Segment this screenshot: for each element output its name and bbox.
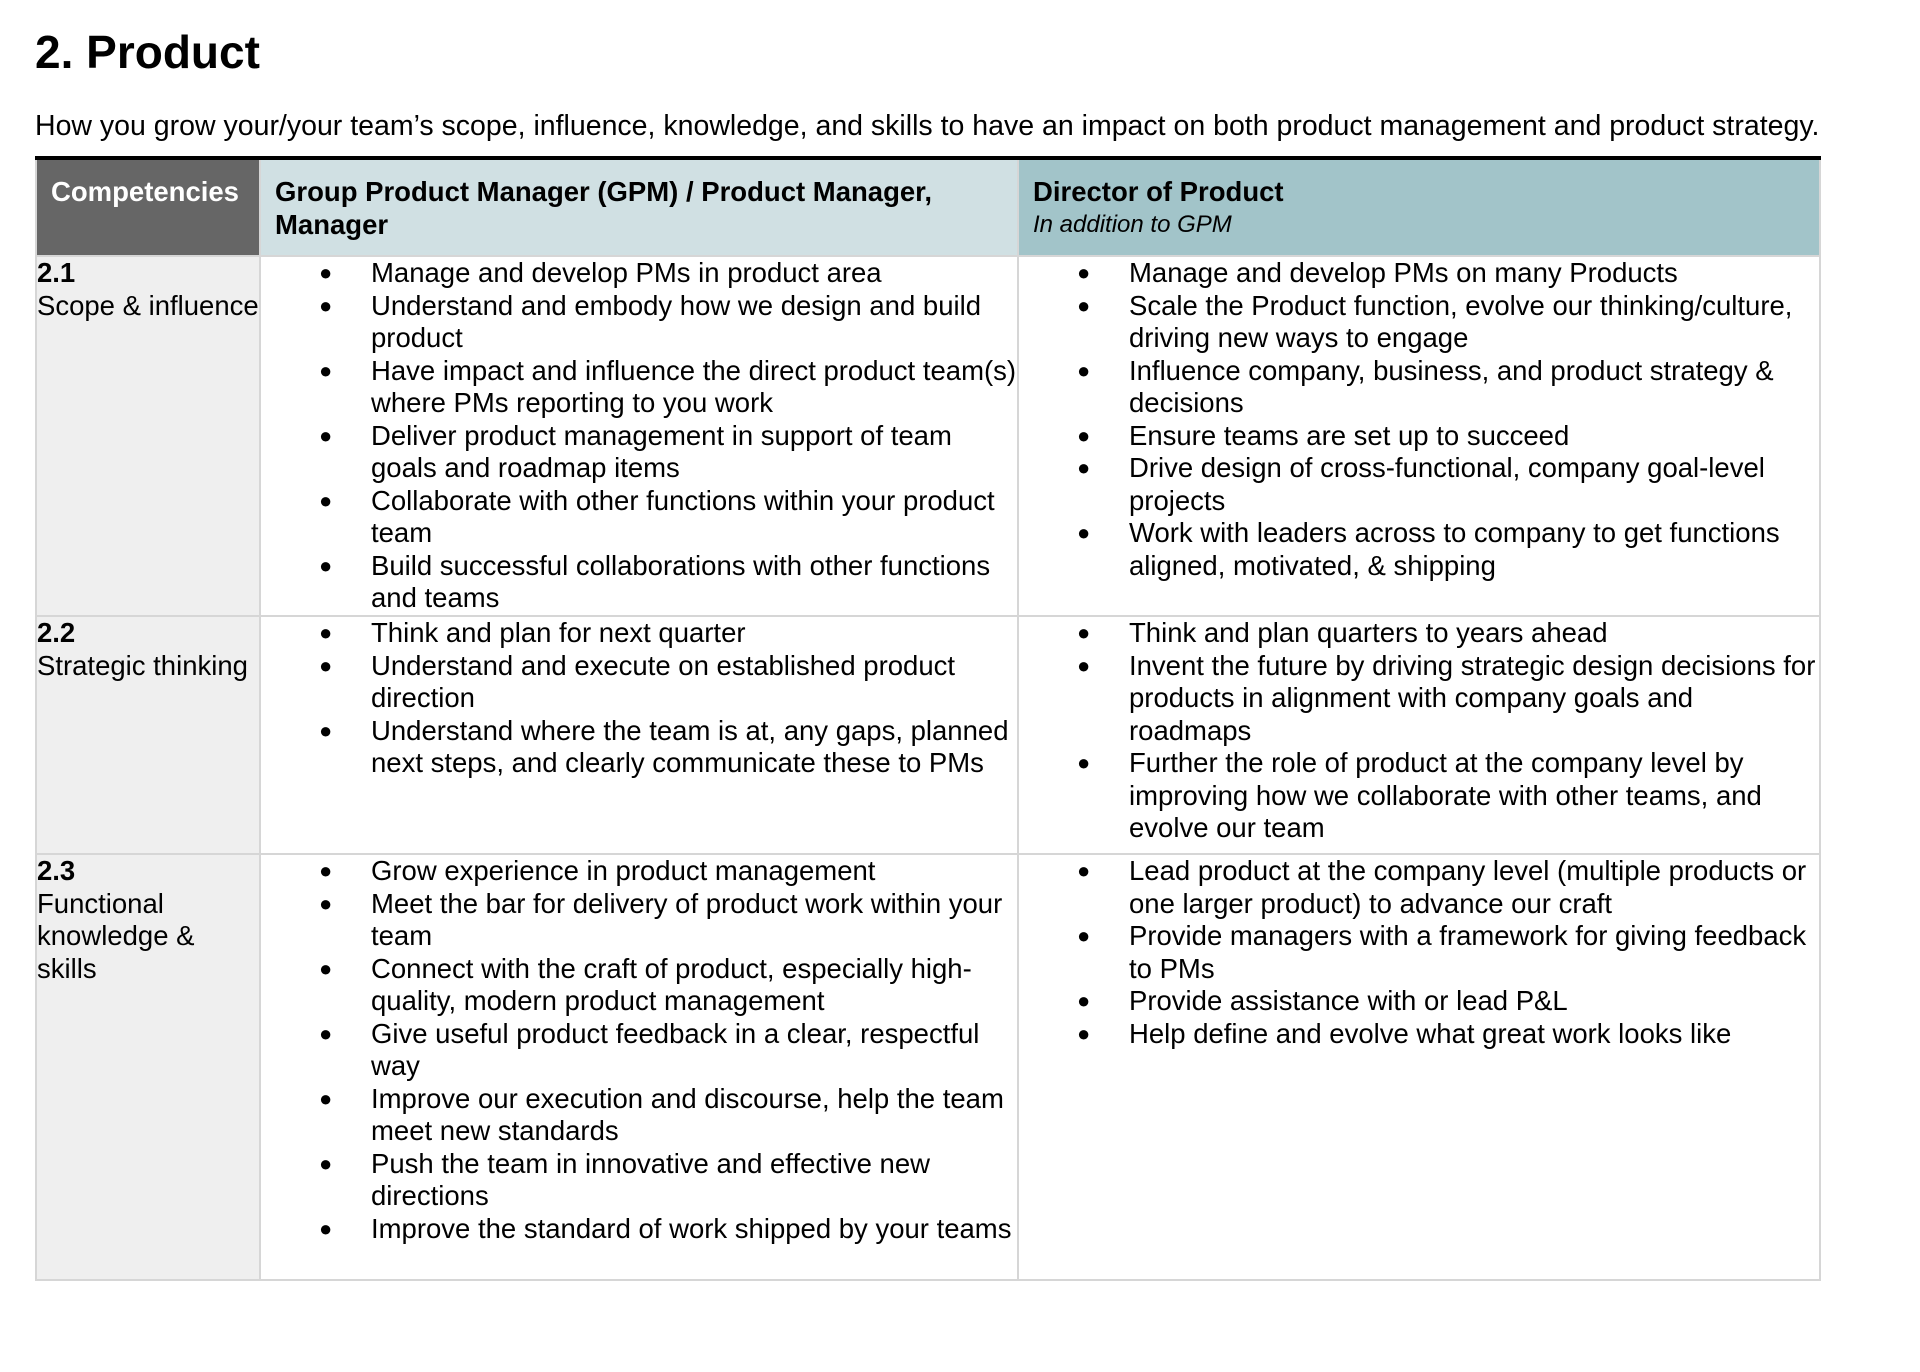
list-item-text: Meet the bar for delivery of product work within your team bbox=[371, 887, 1003, 951]
list-item-text: Think and plan quarters to years ahead bbox=[1129, 617, 1608, 648]
bullet-icon: ● bbox=[1077, 357, 1091, 383]
bullet-icon: ● bbox=[319, 858, 333, 883]
header-director-label: Director of Product bbox=[1033, 176, 1284, 207]
bullet-icon: ● bbox=[319, 1020, 333, 1046]
list-item-text: Manage and develop PMs in product area bbox=[371, 257, 882, 288]
competency-name: Strategic thinking bbox=[37, 649, 248, 681]
header-director-note: In addition to GPM bbox=[1033, 210, 1232, 238]
list-item bbox=[261, 953, 1017, 1018]
director-cell bbox=[1018, 256, 1820, 616]
bullet-icon: ● bbox=[1077, 652, 1091, 678]
competency-number: 2.1 bbox=[37, 257, 76, 288]
list-item bbox=[261, 420, 1017, 485]
list-item bbox=[1019, 257, 1819, 290]
list-item bbox=[261, 1148, 1017, 1213]
list-item-text: Connect with the craft of product, especially high-quality, modern product management bbox=[371, 952, 972, 1016]
list-item-text: Drive design of cross-functional, company goal-level projects bbox=[1129, 452, 1765, 516]
table-body bbox=[36, 256, 1820, 1280]
list-item bbox=[1019, 747, 1819, 845]
list-item-text: Further the role of product at the company level by improving how we collaborate with other teams, and evolve our team bbox=[1129, 747, 1762, 843]
list-item-text: Scale the Product function, evolve our thinking/culture, driving new ways to engage bbox=[1129, 289, 1793, 353]
bullet-icon: ● bbox=[1077, 260, 1091, 285]
list-item-text: Ensure teams are set up to succeed bbox=[1129, 419, 1570, 451]
list-item bbox=[1019, 452, 1819, 517]
list-item bbox=[1019, 650, 1819, 748]
list-item-text: Improve our execution and discourse, help the team meet new standards bbox=[371, 1082, 1004, 1146]
list-item-text: Give useful product feedback in a clear, respectful way bbox=[371, 1017, 980, 1081]
director-list bbox=[1019, 617, 1819, 845]
list-item-text: Understand and embody how we design and build product bbox=[371, 289, 981, 353]
bullet-icon: ● bbox=[1077, 750, 1091, 775]
section-title: 2. Product bbox=[35, 26, 260, 78]
list-item-text: Invent the future by driving strategic design decisions for products in alignment with company goals and roadmaps bbox=[1129, 649, 1816, 746]
gpm-cell bbox=[260, 616, 1018, 854]
gpm-cell bbox=[260, 854, 1018, 1280]
list-item-text: Collaborate with other functions within your product team bbox=[371, 484, 995, 548]
list-item bbox=[1019, 920, 1819, 985]
list-item bbox=[261, 650, 1017, 715]
gpm-list bbox=[261, 257, 1017, 615]
bullet-icon: ● bbox=[319, 652, 333, 678]
list-item-text: Have impact and influence the direct product team(s) where PMs reporting to you work bbox=[371, 354, 1017, 418]
bullet-icon: ● bbox=[319, 487, 333, 513]
competency-number: 2.2 bbox=[37, 617, 76, 648]
list-item-text: Provide managers with a framework for giving feedback to PMs bbox=[1129, 920, 1807, 984]
list-item bbox=[261, 1213, 1017, 1246]
competency-cell bbox=[36, 616, 260, 854]
list-item bbox=[261, 550, 1017, 615]
bullet-icon: ● bbox=[319, 260, 333, 285]
list-item-text: Provide assistance with or lead P&L bbox=[1129, 985, 1568, 1016]
gpm-list bbox=[261, 855, 1017, 1245]
list-item bbox=[261, 355, 1017, 420]
table-header-row bbox=[36, 158, 1820, 256]
list-item bbox=[261, 290, 1017, 355]
director-cell bbox=[1018, 616, 1820, 854]
bullet-icon: ● bbox=[319, 890, 333, 916]
list-item bbox=[1019, 517, 1819, 582]
list-item bbox=[261, 257, 1017, 290]
header-gpm bbox=[260, 158, 1018, 256]
list-item bbox=[261, 715, 1017, 780]
bullet-icon: ● bbox=[319, 620, 333, 645]
list-item bbox=[1019, 617, 1819, 650]
bullet-icon: ● bbox=[1077, 455, 1091, 480]
list-item-text: Manage and develop PMs on many Products bbox=[1129, 257, 1678, 288]
bullet-icon: ● bbox=[319, 955, 333, 981]
bullet-icon: ● bbox=[1077, 292, 1091, 318]
list-item-text: Deliver product management in support of team goals and roadmap items bbox=[371, 419, 952, 483]
bullet-icon: ● bbox=[1077, 620, 1091, 645]
table-row bbox=[36, 854, 1820, 1280]
competency-cell bbox=[36, 854, 260, 1280]
list-item-text: Build successful collaborations with other functions and teams bbox=[371, 549, 991, 613]
list-item-text: Improve the standard of work shipped by your teams bbox=[371, 1212, 1012, 1244]
bullet-icon: ● bbox=[1077, 923, 1091, 948]
bullet-icon: ● bbox=[1077, 520, 1091, 545]
section-intro: How you grow your/your team’s scope, influence, knowledge, and skills to have an impact on both product management and product strategy. bbox=[35, 110, 1820, 142]
list-item-text: Work with leaders across to company to get functions aligned, motivated, & shipping bbox=[1129, 517, 1780, 581]
competency-cell bbox=[36, 256, 260, 616]
list-item bbox=[1019, 1018, 1819, 1051]
list-item-text: Lead product at the company level (multiple products or one larger product) to advance our craft bbox=[1129, 855, 1807, 919]
list-item-text: Grow experience in product management bbox=[371, 855, 876, 886]
bullet-icon: ● bbox=[319, 422, 333, 448]
bullet-icon: ● bbox=[1077, 422, 1091, 448]
director-list bbox=[1019, 855, 1819, 1050]
list-item-text: Understand and execute on established product direction bbox=[371, 649, 956, 713]
list-item bbox=[1019, 985, 1819, 1018]
competency-number: 2.3 bbox=[37, 855, 76, 886]
bullet-icon: ● bbox=[319, 717, 333, 743]
bullet-icon: ● bbox=[319, 1085, 333, 1111]
competency-name: Functional knowledge & skills bbox=[37, 887, 195, 984]
list-item bbox=[261, 485, 1017, 550]
bullet-icon: ● bbox=[319, 1150, 333, 1176]
list-item-text: Influence company, business, and product strategy & decisions bbox=[1129, 354, 1774, 418]
table-row bbox=[36, 256, 1820, 616]
list-item bbox=[1019, 855, 1819, 920]
competency-name: Scope & influence bbox=[37, 289, 259, 321]
bullet-icon: ● bbox=[1077, 1020, 1091, 1046]
list-item bbox=[261, 617, 1017, 650]
header-competencies: Competencies bbox=[36, 158, 260, 256]
bullet-icon: ● bbox=[319, 1215, 333, 1241]
bullet-icon: ● bbox=[319, 357, 333, 383]
bullet-icon: ● bbox=[319, 552, 333, 578]
list-item-text: Push the team in innovative and effective new directions bbox=[371, 1147, 931, 1211]
table-row bbox=[36, 616, 1820, 854]
gpm-cell bbox=[260, 256, 1018, 616]
director-list bbox=[1019, 257, 1819, 582]
header-director bbox=[1018, 158, 1820, 256]
list-item bbox=[261, 1018, 1017, 1083]
list-item bbox=[1019, 355, 1819, 420]
director-cell bbox=[1018, 854, 1820, 1280]
list-item bbox=[261, 888, 1017, 953]
list-item bbox=[261, 855, 1017, 888]
header-gpm-label: Group Product Manager (GPM) / Product Manager, Manager bbox=[275, 176, 933, 240]
list-item bbox=[1019, 420, 1819, 453]
list-item bbox=[261, 1083, 1017, 1148]
bullet-icon: ● bbox=[1077, 988, 1091, 1013]
bullet-icon: ● bbox=[1077, 858, 1091, 883]
list-item-text: Understand where the team is at, any gaps, planned next steps, and clearly communicate these to PMs bbox=[371, 714, 1009, 778]
list-item-text: Think and plan for next quarter bbox=[371, 617, 746, 648]
competency-table bbox=[35, 156, 1821, 1281]
gpm-list bbox=[261, 617, 1017, 780]
list-item-text: Help define and evolve what great work looks like bbox=[1129, 1017, 1732, 1049]
list-item bbox=[1019, 290, 1819, 355]
bullet-icon: ● bbox=[319, 292, 333, 318]
